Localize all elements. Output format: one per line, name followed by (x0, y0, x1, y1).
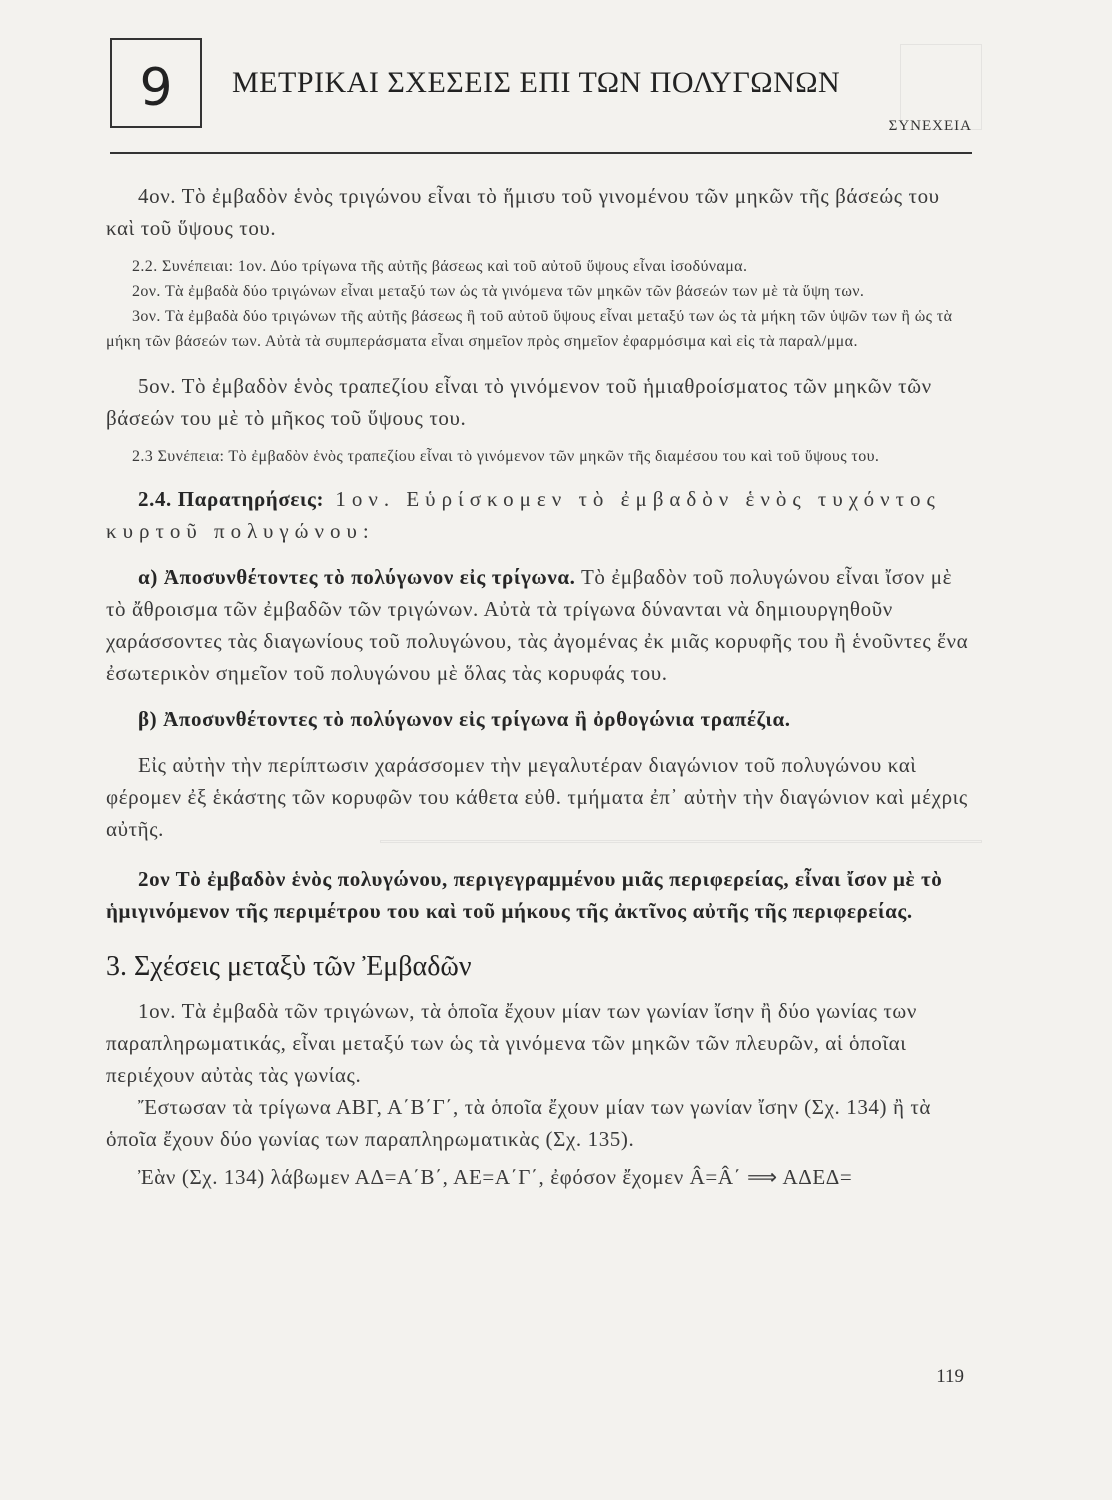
observations-text: 1ον. Εὑρίσκομεν τὸ ἐμβαδὸν ἑνὸς τυχόντος κυρτοῦ πολυγώνου: (106, 487, 941, 543)
paragraph-observations (106, 483, 974, 547)
observations-label: 2.4. Παρατηρήσεις: (138, 487, 325, 511)
page-number: 119 (936, 1366, 964, 1387)
chapter-subtitle: ΣΥΝΕΧΕΙΑ (888, 118, 972, 134)
paragraph-consequence-trapezoid: 2.3 Συνέπεια: Τὸ ἐμβαδὸν ἑνὸς τραπεζίου εἶναι τὸ γινόμενον τῶν μηκῶν τῆς διαμέσου του καὶ τοῦ ὕψους του. (132, 448, 880, 465)
alpha-text: Τὸ ἐμβαδὸν τοῦ πολυγώνου εἶναι ἴσον μὲ τὸ ἄθροισμα τῶν ἐμβαδῶν τῶν τριγώνων. Αὐτὰ τὰ τρίγωνα δύνανται νὰ δημιουργηθοῦν χαράσσοντες τὰς διαγωνίους τοῦ πολυγώνου, τὰς ἀγομένας ἐκ μιᾶς κορυφῆς του ἢ ἑνοῦντες ἕνα ἐσωτερικὸν σημεῖον τοῦ πολυγώνου μὲ ὅλας τὰς κορυφάς του. (106, 565, 969, 685)
paragraph-4on: 4ον. Τὸ ἐμβαδὸν ἑνὸς τριγώνου εἶναι τὸ ἥμισυ τοῦ γινομένου τῶν μηκῶν τῆς βάσεώς του καὶ τοῦ ὕψους του. (106, 184, 940, 240)
section-3-paragraph-2: Ἔστωσαν τὰ τρίγωνα ΑΒΓ, Α΄Β΄Γ΄, τὰ ὁποῖα ἔχουν μίαν των γωνίαν ἴσην (Σχ. 134) ἢ τὰ ὁποῖα ἔχουν δύο γωνίας των παραπληρωματικὰς (Σχ. 135). (106, 1095, 932, 1151)
paragraph-alpha (106, 561, 974, 689)
chapter-number-box (110, 38, 202, 128)
paragraph-consequences-2: 2ον. Τὰ ἐμβαδὰ δύο τριγώνων εἶναι μεταξύ των ὡς τὰ γινόμενα τῶν μηκῶν τῶν βάσεών των μὲ τὰ ὕψη των. (132, 283, 865, 300)
section-3-heading: 3. Σχέσεις μεταξὺ τῶν Ἐμβαδῶν (106, 951, 472, 982)
paragraph-consequences-3: 3ον. Τὰ ἐμβαδὰ δύο τριγώνων τῆς αὐτῆς βάσεως ἢ τοῦ αὐτοῦ ὕψους εἶναι μεταξύ των ὡς τὰ μήκη τῶν ὑψῶν των ἢ ὡς τὰ μήκη τῶν βάσεών των. Αὐτὰ τὰ συμπεράσματα εἶναι σημεῖον πρὸς σημεῖον ἐφαρμόσιμα καὶ εἰς τὰ παραλ/μμα. (106, 308, 953, 350)
alpha-label: α) Ἀποσυνθέτοντες τὸ πολύγωνον εἰς τρίγωνα. (138, 565, 576, 589)
paragraph-consequences-1: 2.2. Συνέπειαι: 1ον. Δύο τρίγωνα τῆς αὐτῆς βάσεως καὶ τοῦ αὐτοῦ ὕψους εἶναι ἰσοδύναμα. (132, 258, 748, 275)
paragraph-beta-text: Εἰς αὐτὴν τὴν περίπτωσιν χαράσσομεν τὴν μεγαλυτέραν διαγώνιον τοῦ πολυγώνου καὶ φέρομεν ἐξ ἑκάστης τῶν κορυφῶν του κάθετα εὐθ. τμήματα ἐπ᾽ αὐτὴν τὴν διαγώνιον καὶ μέχρις αὐτῆς. (106, 753, 968, 841)
section-3-paragraph-3: Ἐὰν (Σχ. 134) λάβωμεν ΑΔ=Α΄Β΄, ΑΕ=Α΄Γ΄, ἐφόσον ἔχομεν Â=Â΄ ⟹ ΑΔΕΔ= (138, 1165, 853, 1189)
paragraph-beta-heading: β) Ἀποσυνθέτοντες τὸ πολύγωνον εἰς τρίγωνα ἢ ὀρθογώνια τραπέζια. (138, 707, 791, 731)
page-body (106, 180, 974, 1193)
paragraph-5on: 5ον. Τὸ ἐμβαδὸν ἑνὸς τραπεζίου εἶναι τὸ γινόμενον τοῦ ἡμιαθροίσματος τῶν μηκῶν τῶν βάσεών του μὲ τὸ μῆκος τοῦ ὕψους του. (106, 374, 932, 430)
chapter-title: ΜΕΤΡΙΚΑΙ ΣΧΕΣΕΙΣ ΕΠΙ ΤΩΝ ΠΟΛΥΓΩΝΩΝ (232, 66, 841, 99)
section-3-paragraph-1: 1ον. Τὰ ἐμβαδὰ τῶν τριγώνων, τὰ ὁποῖα ἔχουν μίαν των γωνίαν ἴσην ἢ δύο γωνίας των παραπληρωματικάς, εἶναι μεταξύ των ὡς τὰ γινόμενα τῶν μηκῶν τῶν πλευρῶν, αἱ ὁποῖαι περιέχουν αὐτὰς τὰς γωνίας. (106, 999, 917, 1087)
chapter-number: 9 (139, 58, 173, 118)
header-divider (110, 152, 972, 154)
paragraph-2on-theorem: 2ον Τὸ ἐμβαδὸν ἑνὸς πολυγώνου, περιγεγραμμένου μιᾶς περιφερείας, εἶναι ἴσον μὲ τὸ ἡμιγινόμενον τῆς περιμέτρου του καὶ τοῦ μήκους τῆς ἀκτῖνος αὐτῆς τῆς περιφερείας. (106, 867, 943, 923)
